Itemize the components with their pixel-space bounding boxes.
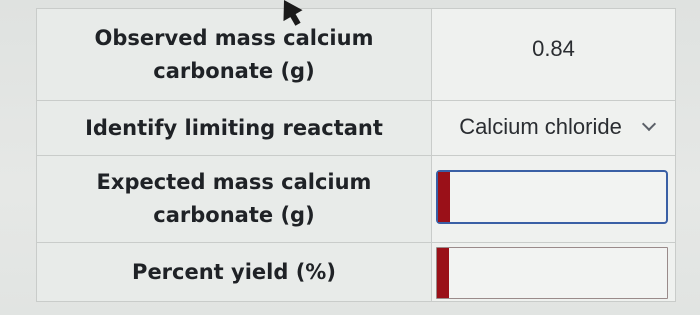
observed-mass-value: 0.84 (532, 35, 575, 61)
row-label-text: Identify limiting reactant (85, 115, 383, 140)
row-label-text: Expected mass calcium carbonate (g) (96, 170, 372, 227)
percent-yield-cell (432, 243, 676, 301)
table-row-limiting-reactant (36, 101, 676, 156)
error-marker (437, 248, 449, 298)
row-label-limiting-reactant (36, 101, 432, 155)
expected-mass-input[interactable] (436, 170, 668, 224)
row-label-expected-mass (36, 156, 432, 242)
expected-mass-cell (432, 156, 676, 242)
limiting-reactant-selected-value: Calcium chloride (459, 114, 622, 139)
table-row-percent-yield (36, 243, 676, 302)
row-label-percent-yield (36, 243, 432, 301)
row-label-observed-mass (36, 9, 432, 100)
row-label-text: Observed mass calcium carbonate (g) (94, 25, 374, 83)
error-marker (438, 172, 450, 222)
limiting-reactant-cell (432, 101, 676, 155)
lab-data-table (36, 8, 676, 302)
row-label-text: Percent yield (%) (132, 259, 336, 284)
chevron-down-icon (642, 117, 656, 131)
limiting-reactant-select[interactable] (459, 114, 654, 142)
percent-yield-input[interactable] (436, 247, 668, 299)
table-row-expected-mass (36, 156, 676, 243)
observed-mass-value-cell (432, 9, 676, 100)
table-row-observed-mass (36, 8, 676, 101)
